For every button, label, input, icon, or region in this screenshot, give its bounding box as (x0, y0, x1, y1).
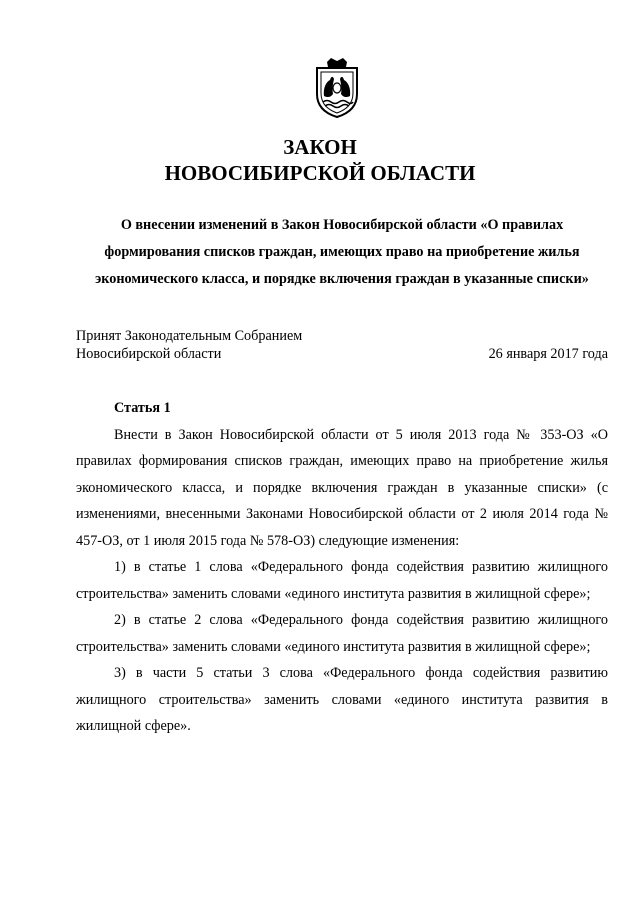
adoption-line-1: Принят Законодательным Собранием (76, 328, 303, 344)
article-1 (76, 395, 608, 740)
region-title: НОВОСИБИРСКОЙ ОБЛАСТИ (164, 161, 476, 185)
adoption-line-2: Новосибирской области (76, 346, 222, 362)
adoption-date: 26 января 2017 года (488, 346, 608, 362)
novosibirsk-coat-of-arms-icon (313, 58, 361, 118)
adoption-block (76, 327, 608, 363)
article-title: Статья 1 (114, 400, 171, 416)
article-item-2: 2) в статье 2 слова «Федерального фонда содействия развитию жилищного строительства» заменить словами «единого института развития в жилищной сфере»; (76, 612, 608, 655)
article-intro: Внести в Закон Новосибирской области от 5 июля 2013 года № 353-ОЗ «О правилах формирования списков граждан, имеющих право на приобретение жилья экономического класса, и порядке включения граждан в указанные списки» (с изменениями, внесенными Законами Новосибирской области от 2 июля 2014 года № 457-ОЗ, от 1 июля 2015 года № 578-ОЗ) следующие изменения: (76, 426, 608, 549)
article-item-1: 1) в статье 1 слова «Федерального фонда содействия развитию жилищного строительства» заменить словами «единого института развития в жилищной сфере»; (76, 559, 608, 602)
law-title: ЗАКОН (283, 135, 357, 159)
law-subject: О внесении изменений в Закон Новосибирской области «О правилах формирования списков граждан, имеющих право на приобретение жилья экономического класса, и порядке включения граждан в указанные списки» (95, 217, 589, 287)
article-item-3: 3) в части 5 статьи 3 слова «Федерального фонда содействия развитию жилищного строительства» заменить словами «единого института развития в жилищной сфере». (76, 665, 608, 734)
